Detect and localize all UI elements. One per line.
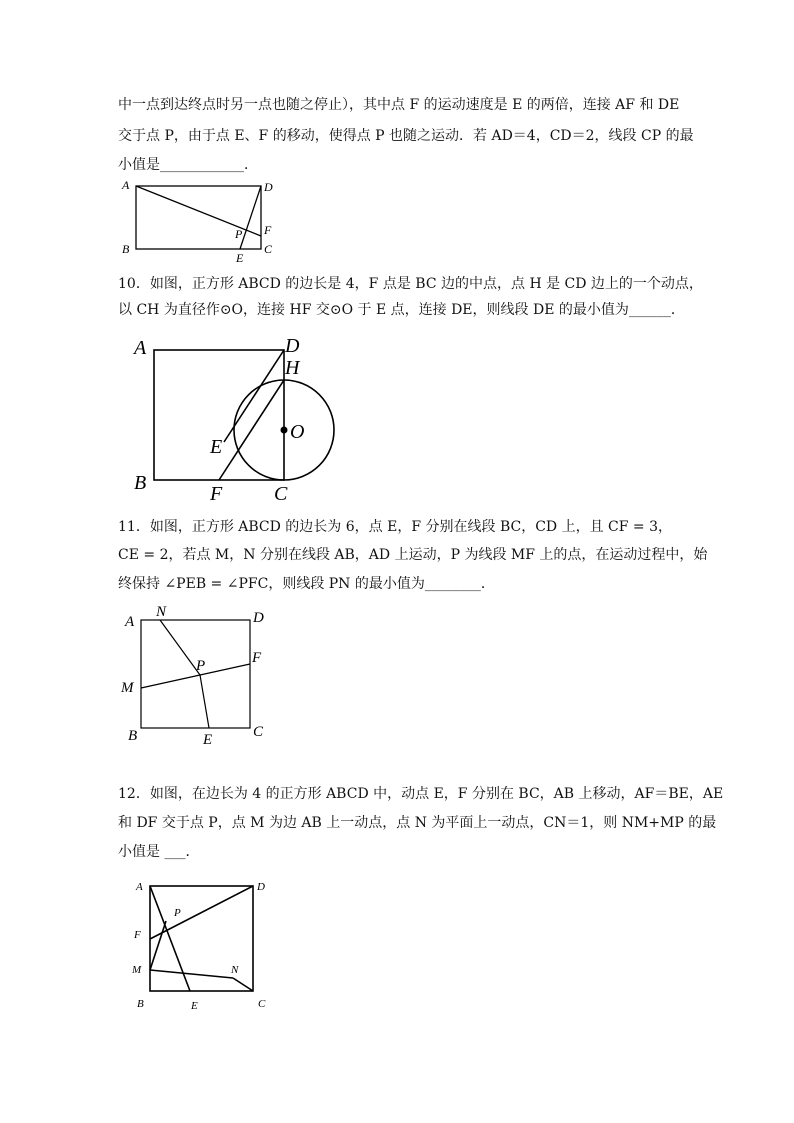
problem12-text-line3: 小值是 ___． [118, 844, 200, 860]
label-P: P [235, 227, 243, 241]
label-A: A [122, 178, 130, 192]
label-F: F [134, 929, 141, 941]
label-C: C [258, 998, 266, 1010]
problem9-figure [110, 174, 290, 268]
problem11-text-line1: 11．如图，正方形 ABCD 的边长为 6，点 E，F 分别在线段 BC，CD 上，且 CF = 3， [118, 519, 673, 535]
label-N: N [231, 964, 239, 976]
label-B: B [134, 472, 147, 494]
label-B: B [128, 728, 138, 744]
problem9-text-line3: 小值是____________． [118, 157, 258, 173]
problem12-text-line2: 和 DF 交于点 P，点 M 为边 AB 上一动点，点 N 为平面上一动点，CN＝1，则 NM+MP 的最 [118, 815, 717, 831]
label-D: D [264, 180, 273, 194]
problem11-text-line2: CE = 2，若点 M，N 分别在线段 AB，AD 上运动，P 为线段 MF 上的点，在运动过程中，始 [118, 547, 708, 563]
label-E: E [191, 1000, 198, 1012]
label-D: D [285, 335, 300, 357]
label-B: B [137, 998, 144, 1010]
problem11-diagram [114, 600, 274, 750]
problem10-diagram [128, 332, 348, 504]
label-F: F [264, 223, 272, 237]
label-H: H [285, 357, 300, 379]
problem12-text-line1: 12．如图，在边长为 4 的正方形 ABCD 中，动点 E，F 分别在 BC，AB 上移动，AF＝BE，AE [118, 786, 724, 802]
label-N: N [156, 604, 167, 620]
label-F: F [252, 650, 262, 666]
label-P: P [174, 907, 181, 919]
problem10-text-line1: 10．如图，正方形 ABCD 的边长是 4，F 点是 BC 边的中点，点 H 是 CD 边上的一个动点， [118, 276, 703, 292]
label-C: C [274, 483, 288, 504]
label-C: C [253, 724, 264, 740]
label-C: C [264, 242, 273, 256]
label-M: M [132, 964, 142, 976]
label-F: F [210, 483, 223, 504]
problem12-diagram [128, 874, 278, 1016]
problem9-text-line2: 交于点 P，由于点 E、F 的移动，使得点 P 也随之运动．若 AD＝4，CD＝2，线段 CP 的最 [118, 128, 694, 144]
label-A: A [136, 881, 143, 893]
problem12-figure [128, 874, 278, 1020]
label-B: B [122, 242, 130, 256]
label-E: E [203, 732, 213, 748]
label-O: O [290, 421, 305, 443]
problem11-figure [114, 600, 274, 754]
problem10-text-line2: 以 CH 为直径作⊙O，连接 HF 交⊙O 于 E 点，连接 DE，则线段 DE 的最小值为______． [118, 302, 685, 318]
label-A: A [134, 337, 147, 359]
problem9-diagram [110, 174, 290, 264]
problem10-figure [128, 332, 348, 508]
label-M: M [121, 680, 134, 696]
problem9-text-line1: 中一点到达终点时另一点也随之停止），其中点 F 的运动速度是 E 的两倍，连接 AF 和 DE [118, 97, 680, 113]
problem11-text-line3: 终保持 ∠PEB = ∠PFC，则线段 PN 的最小值为________． [118, 576, 495, 592]
label-E: E [236, 251, 244, 264]
label-D: D [253, 610, 264, 626]
label-A: A [125, 614, 135, 630]
label-P: P [196, 658, 206, 674]
label-D: D [257, 881, 265, 893]
label-E: E [210, 436, 223, 458]
